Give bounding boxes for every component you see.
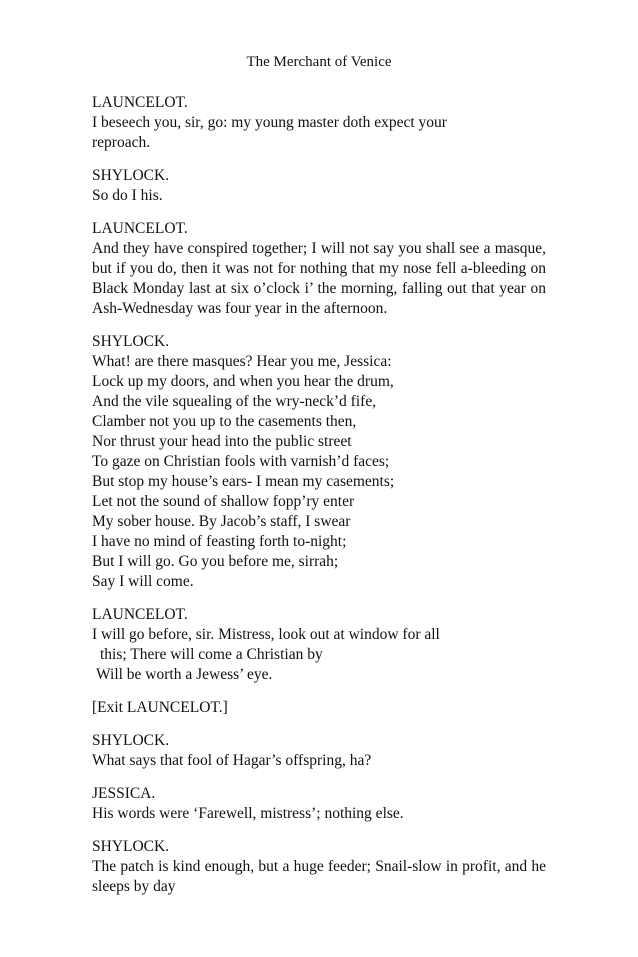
speech-line: What! are there masques? Hear you me, Jessica: xyxy=(92,353,392,370)
speech-line: His words were ‘Farewell, mistress’; nothing else. xyxy=(92,805,404,822)
speech-line: What says that fool of Hagar’s offspring, ha? xyxy=(92,752,372,769)
speech-line: Say I will come. xyxy=(92,573,194,590)
speech-line: Lock up my doors, and when you hear the drum, xyxy=(92,373,394,390)
speaker-name: LAUNCELOT. xyxy=(92,606,188,623)
speech-line: this; There will come a Christian by xyxy=(100,646,323,663)
play-text xyxy=(92,93,546,910)
speech-line: Will be worth a Jewess’ eye. xyxy=(96,666,273,683)
speech-line: Nor thrust your head into the public street xyxy=(92,433,352,450)
speech-line: To gaze on Christian fools with varnish’d faces; xyxy=(92,453,390,470)
speaker-name: SHYLOCK. xyxy=(92,167,170,184)
speech-launcelot-1 xyxy=(92,93,546,153)
speech-line: But I will go. Go you before me, sirrah; xyxy=(92,553,339,570)
page-header: The Merchant of Venice xyxy=(246,54,392,70)
speaker-name: SHYLOCK. xyxy=(92,333,170,350)
speech-shylock-2 xyxy=(92,332,546,592)
speech-line: My sober house. By Jacob’s staff, I swear xyxy=(92,513,351,530)
speech-prose: The patch is kind enough, but a huge feeder; Snail-slow in profit, and he sleeps by day xyxy=(92,858,546,895)
speech-line: I have no mind of feasting forth to-night; xyxy=(92,533,347,550)
speech-shylock-4 xyxy=(92,837,546,897)
stage-direction-text: [Exit LAUNCELOT.] xyxy=(92,699,228,716)
speaker-name: SHYLOCK. xyxy=(92,838,170,855)
speech-launcelot-2 xyxy=(92,219,546,319)
speech-line: reproach. xyxy=(92,134,151,151)
speech-jessica-1 xyxy=(92,784,546,824)
speaker-name: JESSICA. xyxy=(92,785,156,802)
speech-line: So do I his. xyxy=(92,187,163,204)
speaker-name: SHYLOCK. xyxy=(92,732,170,749)
speech-line: Let not the sound of shallow fopp’ry enter xyxy=(92,493,355,510)
speech-line: And the vile squealing of the wry-neck’d fife, xyxy=(92,393,377,410)
speech-shylock-1 xyxy=(92,166,546,206)
speech-line: I beseech you, sir, go: my young master doth expect your xyxy=(92,114,447,131)
speech-prose: And they have conspired together; I will not say you shall see a masque, but if you do, then it was not for nothing that my nose fell a-bleeding on Black Monday last at six o’clock i’ the morning, falling out that year on Ash-Wednesday was four year in the afternoon. xyxy=(92,240,546,317)
speaker-name: LAUNCELOT. xyxy=(92,94,188,111)
speech-line: I will go before, sir. Mistress, look out at window for all xyxy=(92,626,440,643)
speech-shylock-3 xyxy=(92,731,546,771)
speech-launcelot-3 xyxy=(92,605,546,685)
speech-line: But stop my house’s ears- I mean my casements; xyxy=(92,473,395,490)
stage-direction xyxy=(92,698,546,718)
speech-line: Clamber not you up to the casements then, xyxy=(92,413,357,430)
speaker-name: LAUNCELOT. xyxy=(92,220,188,237)
